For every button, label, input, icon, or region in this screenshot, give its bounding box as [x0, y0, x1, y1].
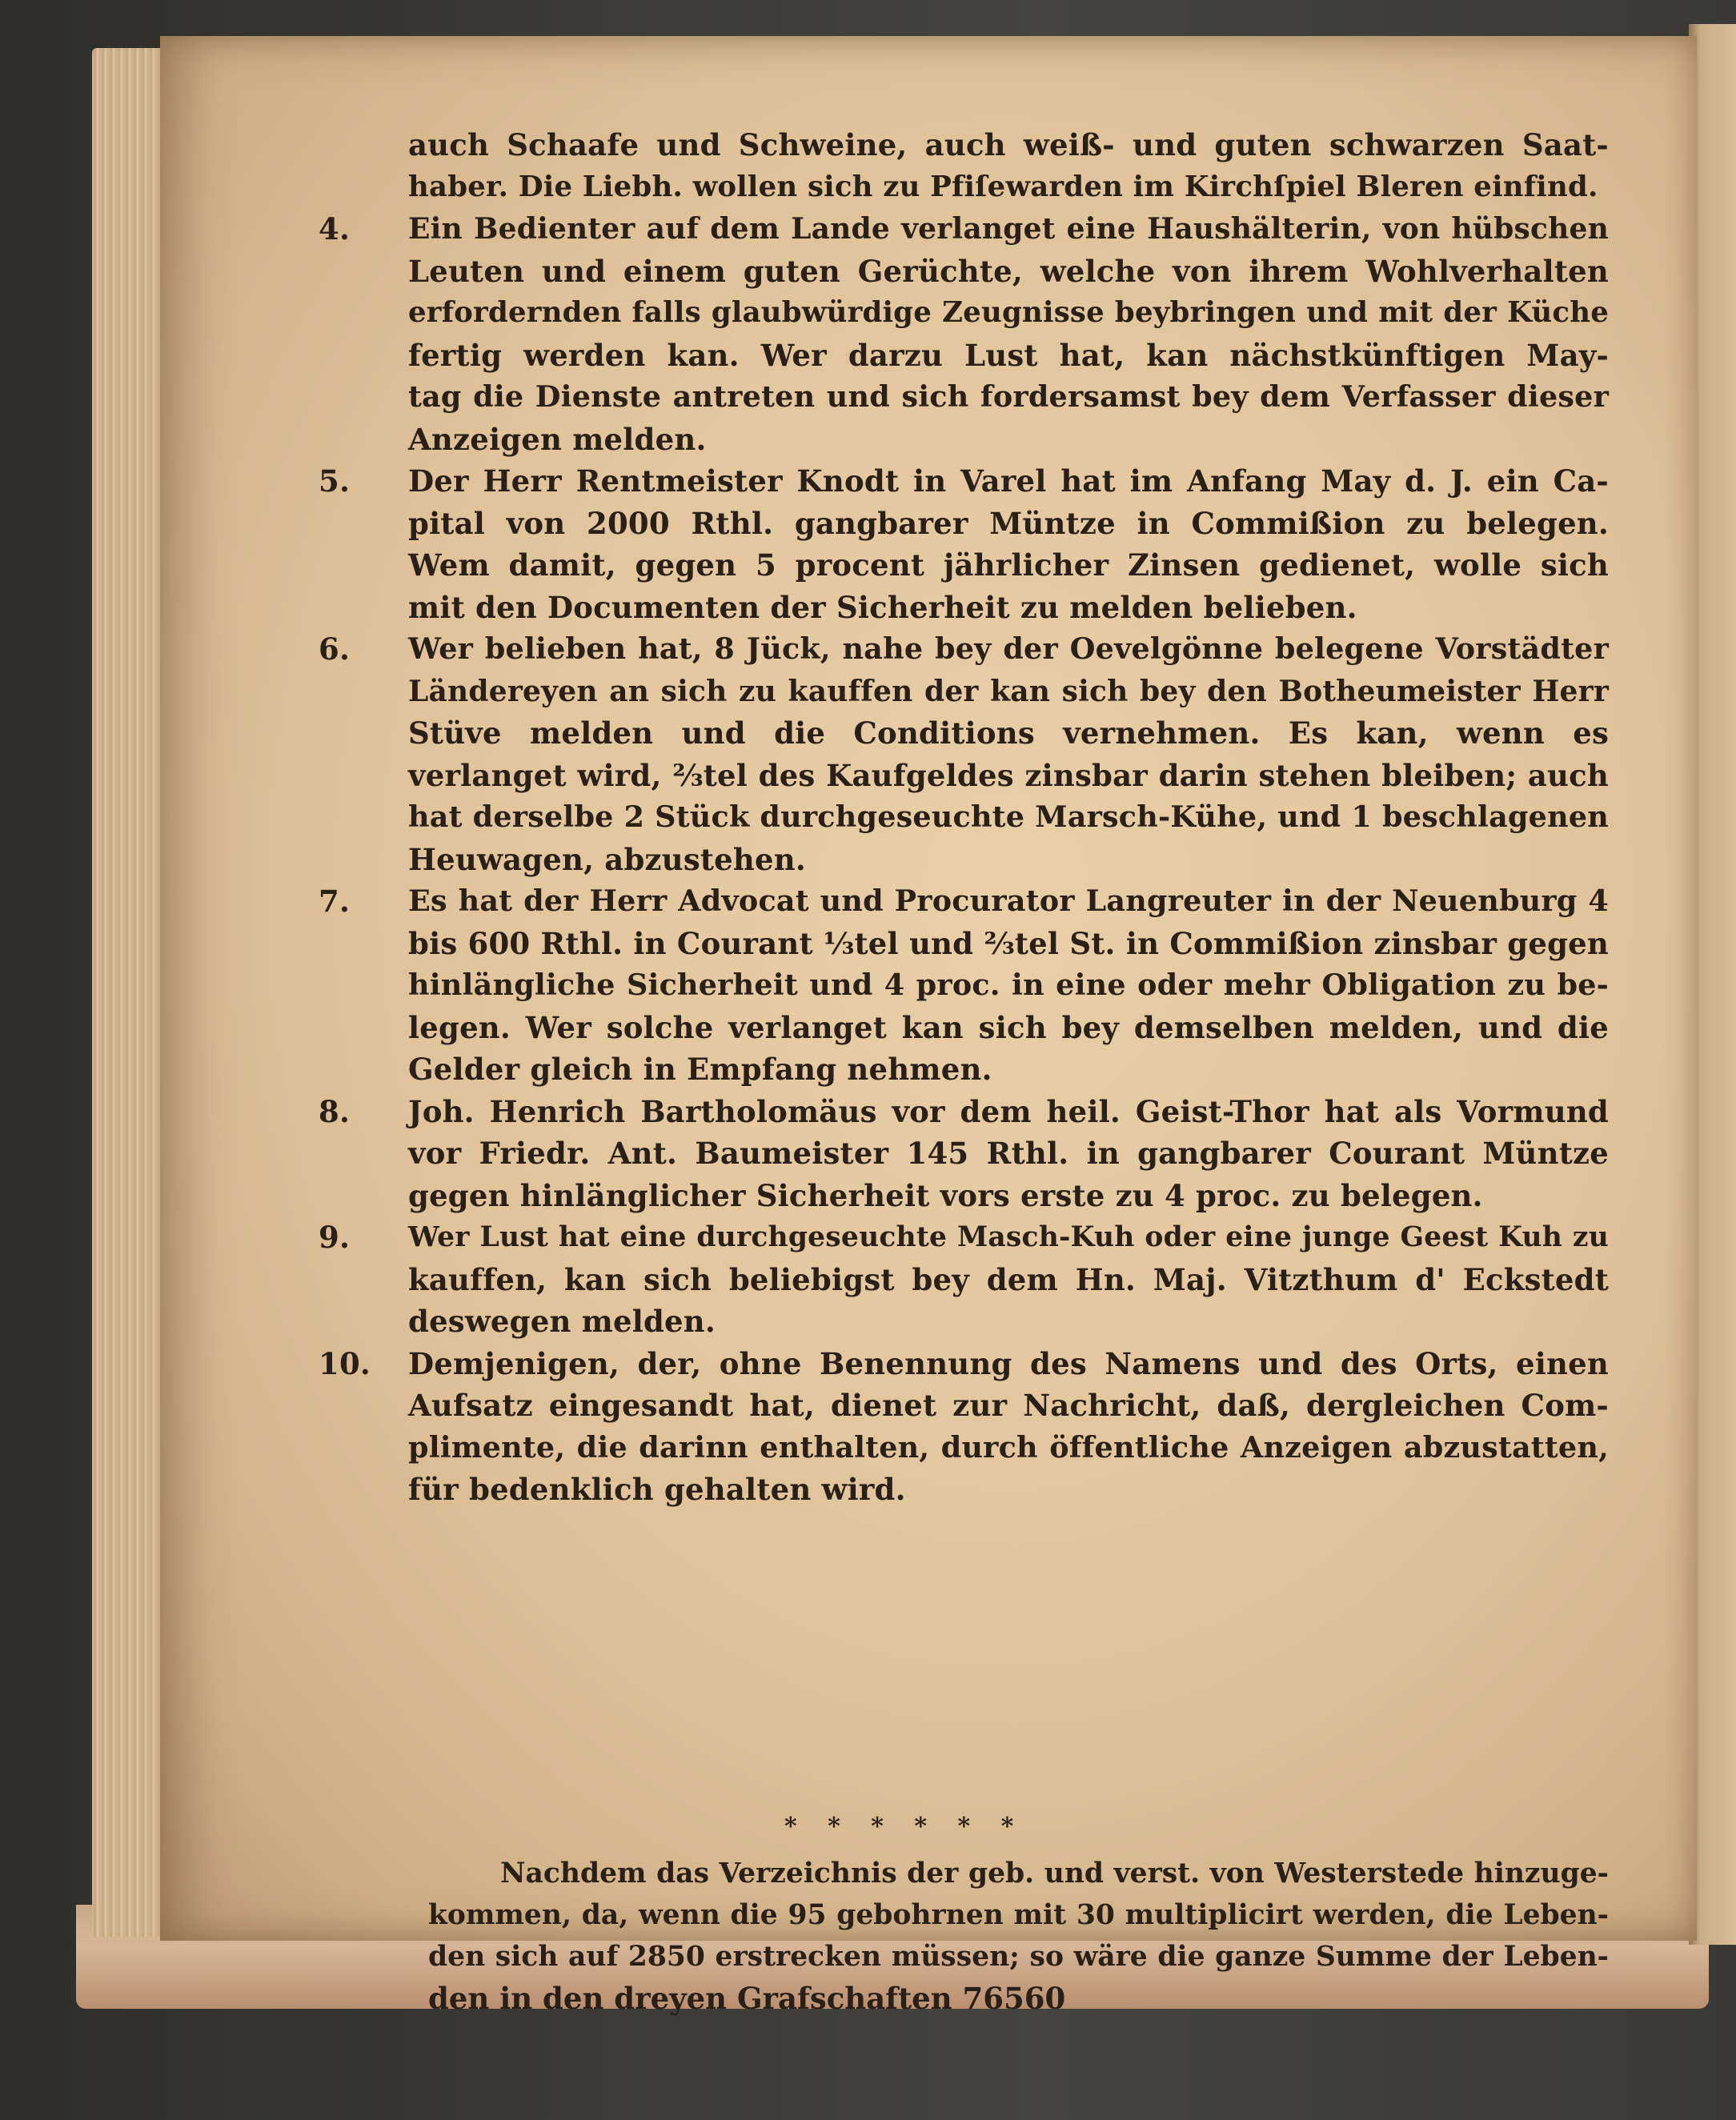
text-line: hat derselbe 2 Stück durchgeseuchte Marsch-Kühe, und 1 beschlagenen — [408, 800, 1609, 834]
text-line: erfordernden falls glaubwürdige Zeugnisse beybringen und mit der Küche — [408, 296, 1609, 329]
text-line: vor Friedr. Ant. Baumeister 145 Rthl. in gangbarer Courant Müntze — [408, 1136, 1609, 1171]
entry-5 — [319, 460, 1609, 628]
entry-number: 9. — [319, 1220, 351, 1255]
text-line: deswegen melden. — [408, 1304, 716, 1339]
text-line: 8. Joh. Henrich Bartholomäus vor dem heil. Geist-Thor hat als Vormund — [408, 1091, 1609, 1133]
text-line: auch Schaafe und Schweine, auch weiß- und guten schwarzen Saat- — [408, 127, 1609, 162]
text-line: kommen, da, wenn die 95 gebohrnen mit 30 multiplicirt werden, die Leben- — [428, 1899, 1609, 1931]
text-line: gegen hinlänglicher Sicherheit vors erste zu 4 proc. zu belegen. — [408, 1177, 1483, 1213]
text-line: plimente, die darinn enthalten, durch öffentliche Anzeigen abzustatten, — [408, 1429, 1609, 1465]
text-line: den sich auf 2850 erstrecken müssen; so wäre die ganze Summe der Leben- — [428, 1941, 1609, 1973]
text-line: 5. Der Herr Rentmeister Knodt in Varel hat im Anfang May d. J. ein Ca- — [408, 460, 1609, 503]
entry-number: 8. — [319, 1093, 351, 1129]
text-line: tag die Dienste antreten und sich fordersamst bey dem Verfasser dieser — [408, 379, 1609, 414]
text-line: Aufsatz eingesandt hat, dienet zur Nachricht, daß, dergleichen Com- — [408, 1388, 1609, 1423]
text-line: kauffen, kan sich beliebigst bey dem Hn. Maj. Vitzthum d' Eckstedt — [408, 1261, 1609, 1297]
text-line: hinlängliche Sicherheit und 4 proc. in eine oder mehr Obligation zu be- — [408, 968, 1609, 1002]
text-line: haber. Die Liebh. wollen sich zu Pfiſewarden im Kirchſpiel Bleren einfind. — [408, 170, 1598, 203]
text-line: Heuwagen, abzustehen. — [408, 841, 806, 877]
entry-6 — [319, 628, 1609, 880]
entry-7 — [319, 880, 1609, 1091]
text-line: den in den dreyen Grafschaften 76560 — [428, 1981, 1066, 2016]
text-line: fertig werden kan. Wer darzu Lust hat, kan nächstkünftigen May- — [408, 337, 1609, 373]
entry-4 — [319, 208, 1609, 460]
text-line: 7. Es hat der Herr Advocat und Procurator Langreuter in der Neuenburg 4 — [408, 880, 1609, 923]
entry-number: 7. — [319, 884, 351, 919]
text-line: für bedenklich gehalten wird. — [408, 1472, 906, 1507]
text-line: Gelder gleich in Empfang nehmen. — [408, 1052, 992, 1087]
text-line: Wem damit, gegen 5 procent jährlicher Zinsen gedienet, wolle sich — [408, 547, 1609, 583]
text-line: Leuten und einem guten Gerüchte, welche von ihrem Wohlverhalten — [408, 253, 1609, 289]
page-stack-left — [92, 48, 168, 1937]
entry-number: 6. — [319, 631, 351, 667]
text-line: 6. Wer belieben hat, 8 Jück, nahe bey der Oevelgönne belegene Vorstädter — [408, 628, 1609, 671]
separator-glyphs: * * * * * * — [784, 1813, 1025, 1841]
text-line: Nachdem das Verzeichnis der geb. und verst. von Westerstede hinzuge- — [500, 1858, 1609, 1890]
text-line: legen. Wer solche verlanget kan sich bey demselben melden, und die — [408, 1009, 1609, 1045]
entry-8 — [319, 1091, 1609, 1217]
text-line: 10. Demjenigen, der, ohne Benennung des Namens und des Orts, einen — [408, 1343, 1609, 1385]
text-line: bis 600 Rthl. in Courant ⅓tel und ⅔tel St. in Commißion zinsbar gegen — [408, 925, 1609, 961]
entry-number: 4. — [319, 211, 351, 246]
entry-10 — [319, 1343, 1609, 1511]
entry-number: 5. — [319, 463, 351, 499]
entry-number: 10. — [319, 1345, 371, 1381]
announcement-list — [319, 124, 1609, 1511]
entry-continuation — [408, 124, 1609, 208]
text-line: 9. Wer Lust hat eine durchgeseuchte Masch-Kuh oder eine junge Geest Kuh zu — [408, 1216, 1609, 1259]
text-line: pital von 2000 Rthl. gangbarer Müntze in Commißion zu belegen. — [408, 505, 1609, 541]
text-line: 4. Ein Bedienter auf dem Lande verlanget eine Haushälterin, von hübschen — [408, 208, 1609, 250]
text-line: Ländereyen an sich zu kauffen der kan sich bey den Botheumeister Herr — [408, 674, 1609, 708]
text-line: Anzeigen melden. — [408, 421, 707, 457]
text-line: verlanget wird, ⅔tel des Kaufgeldes zinsbar darin stehen bleiben; auch — [408, 757, 1609, 793]
closing-paragraph — [428, 1853, 1609, 2019]
entry-9 — [319, 1216, 1609, 1343]
text-line: Stüve melden und die Conditions vernehmen. Es kan, wenn es — [408, 715, 1609, 751]
text-line: mit den Documenten der Sicherheit zu melden belieben. — [408, 589, 1357, 625]
